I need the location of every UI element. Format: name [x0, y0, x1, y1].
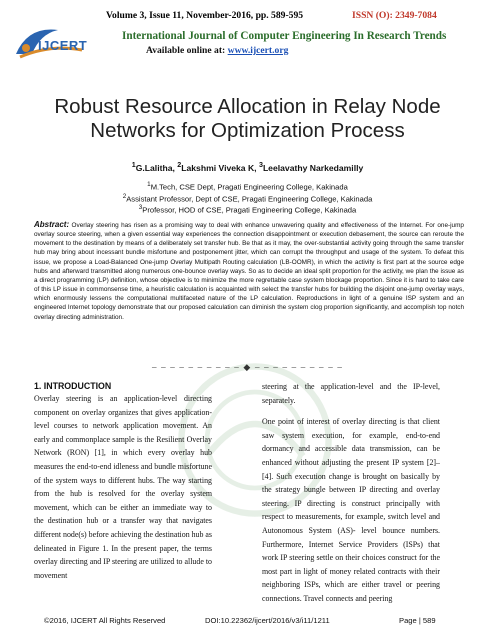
online-availability	[146, 45, 288, 56]
author-1-sup: 1	[131, 161, 136, 169]
author-list	[0, 161, 495, 173]
affiliation-2-text: Assistant Professor, Dept of CSE, Pragati Engineering College, Kakinada	[126, 194, 373, 204]
affiliation-3-text: Professor, HOD of CSE, Pragati Engineering College, Kakinada	[142, 206, 357, 215]
abstract-text: Overlay steering has risen as a promising way to deal with enhance unwavering quality and effectiveness of the Internet. For one-jump overlay source steering, when a given essential way experiences the connection disappointment or execution debasement, the source can reroute the movement to the destination by means of a deliberately set transfer hub. Be that as it may, the over-substantial activity going through the same transfer hub may bring about incessant bundle misfortune and postponement jitter, which can corrupt the throughput and usage of the system. To defeat this issue, we propose a Load-Balanced One-jump Overlay Multipath Routing calculation (LB-OOMR), in which the activity is first part at the source edge hubs and afterward transmitted along numerous one-bounce overlay ways. So as to decide an ideal split proportion for the activity, we plan the issue as a direct programming (LP) definition, whose objective is to minimize the more regrettable case system blockage proportion. Since it is hard to take care of this LP issue in commonsense time, a heuristic calculation is acquainted with select the transfer hubs for building the disjoint one-jump overlay ways, which enormously lessens the computational multifaceted nature of the LP calculation. Reproductions in light of a genuine ISP system and an engineered Internet topology demonstrate that our proposed calculation can diminish the system clog proportion significantly, and accomplish top notch overlay directing administration.	[34, 222, 464, 321]
abstract	[34, 220, 464, 322]
author-2-sup: 2	[177, 161, 182, 169]
paper-title: Robust Resource Allocation in Relay Node Networks for Optimization Process	[54, 95, 441, 142]
affiliation-3	[0, 203, 495, 215]
issn-info: ISSN (O): 2349-7084	[352, 10, 437, 21]
affiliation-3-sup: 3	[138, 204, 143, 212]
affiliation-2	[0, 192, 495, 204]
affiliation-1-sup: 1	[147, 181, 151, 188]
author-1: G.Lalitha,	[135, 162, 178, 173]
footer-copyright: ©2016, IJCERT All Rights Reserved	[44, 616, 166, 625]
affiliations	[0, 180, 495, 215]
journal-name: International Journal of Computer Engineering In Research Trends	[122, 30, 447, 42]
footer-doi: DOI:10.22362/ijcert/2016/v3/i11/1211	[205, 616, 330, 625]
intro-paragraph-2: steering at the application-level and the IP-level, separately.	[262, 382, 440, 405]
journal-url-link[interactable]: www.ijcert.org	[227, 45, 289, 56]
left-column	[34, 380, 212, 582]
volume-info: Volume 3, Issue 11, November-2016, pp. 589-595	[106, 10, 304, 21]
affiliation-1-text: M.Tech, CSE Dept, Pragati Engineering College, Kakinada	[150, 182, 348, 192]
section-title: 1. INTRODUCTION	[34, 381, 112, 391]
intro-paragraph-3: One point of interest of overlay directing is that client saw system execution, for example, end-to-end dormancy and accessible data transmission, can be enhanced without adjusting the present IP system [2]–[4]. Such execution change is brought on basically by the strategy bungle between IP directing and overlay steering. IP directing is construct principally with respect to measurements, for example, switch level and Autonomous System (AS)- level bounce numbers. Furthermore, Internet Service Providers (ISPs) that work IP steering settle on their choices construct for the most part in light of money related contracts with their neighboring ISPs, which are either travel or peering connections. Travel connects and peering	[262, 417, 440, 603]
section-divider: – – – – – – – – – – ◆ – – – – – – – – – –	[151, 362, 344, 372]
footer-page: Page | 589	[399, 616, 436, 625]
online-prefix: Available online at:	[146, 45, 228, 56]
intro-paragraph-1: Overlay steering is an application-level directing component on overlay organizes that gives application-level courses to network application movement. An early and commonplace sample is the Resilient Overlay Network (RON) [1], in which every overlay hub measures the end-to-end idleness and bundle misfortune of the system ways to different hubs. The way starting from the hub is resolved for the overlay system movement, which can be either an immediate way to the destination hub or a transfer way that navigates different node(s) before achieving the destination hub as delineated in Figure 1. In the present paper, the terms overlay directing and IP steering are utilized to allude to movement	[34, 394, 212, 580]
author-3: Leelavathy Narkedamilly	[262, 162, 364, 173]
abstract-label: Abstract:	[34, 220, 70, 229]
author-2: Lakshmi Viveka K,	[181, 162, 259, 173]
logo-text: IJCERT	[38, 38, 88, 53]
affiliation-1	[0, 180, 495, 192]
right-column	[262, 380, 440, 606]
author-3-sup: 3	[258, 161, 263, 169]
affiliation-2-sup: 2	[122, 192, 127, 200]
